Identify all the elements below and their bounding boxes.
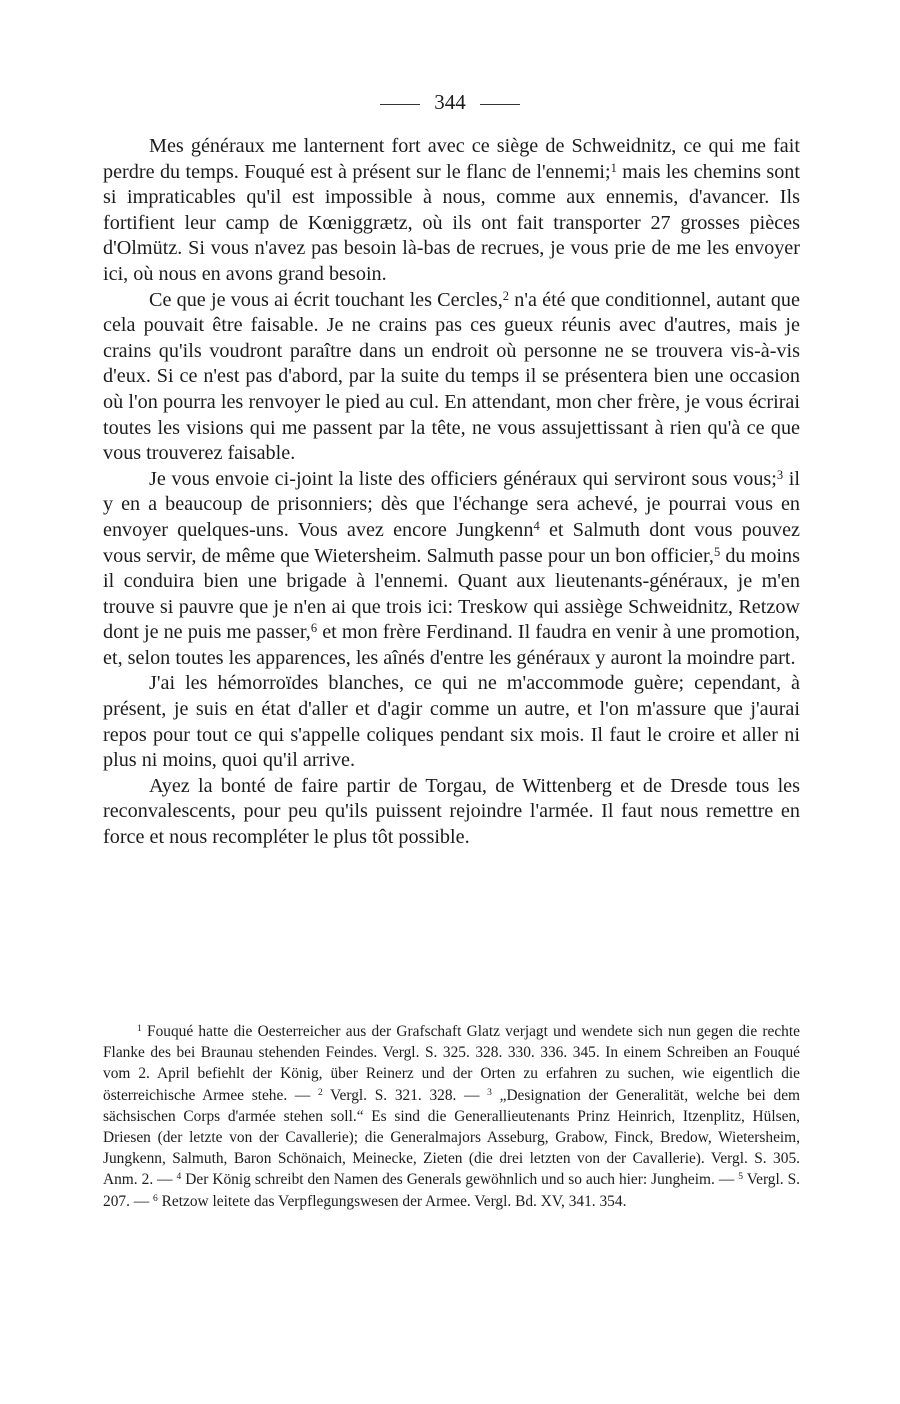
text-run: Mes généraux me lanternent fort avec ce siège de Schweidnitz, ce qui me fait perdre du temps. Fouqué est à présent sur le flanc de l'ennemi; bbox=[103, 135, 800, 183]
footnote-marker: 3 bbox=[487, 1086, 492, 1098]
footnote-marker: 3 bbox=[776, 467, 784, 482]
paragraph bbox=[103, 467, 800, 672]
header-rule-right bbox=[480, 104, 520, 105]
footnote-marker: 5 bbox=[738, 1171, 743, 1183]
footnote-marker: 6 bbox=[153, 1192, 158, 1204]
text-run: Fouqué hatte die Oesterreicher aus der Grafschaft Glatz verjagt und wendete sich nun gegen die rechte Flanke des bei Braunau stehenden Feindes. Vergl. S. 325. 328. 330. 336. 345. In einem Schreiben an Fouqué vom 2. April befiehlt der König, über Reinerz und der Orten zu erfahren zu suchen, wie eigentlich die österreichische Armee stehe. — bbox=[103, 1023, 800, 1104]
text-run: n'a été que conditionnel, autant que cela pouvait être faisable. Je ne crains pas ces gueux réunis avec d'autres, mais je crains qu'ils voudront paraître dans un endroit où personne ne se trouvera vis-à-vis d'eux. Si ce n'est pas d'abord, par la suite du temps il se présentera bien une occasion où l'on pourra les renvoyer le pied au cul. En attendant, mon cher frère, je vous écrirai toutes les visions qui me passent par la tête, ne vous assujettissant à rien qu'à ce que vous trouverez faisable. bbox=[103, 288, 800, 465]
text-run: Retzow leitete das Verpflegungswesen der Armee. Vergl. Bd. XV, 341. 354. bbox=[157, 1192, 627, 1210]
header-rule-left bbox=[380, 104, 420, 105]
paragraph bbox=[103, 134, 800, 288]
text-run: Ayez la bonté de faire partir de Torgau, de Wittenberg et de Dresde tous les reconvalescents, pour peu qu'ils puissent rejoindre l'armée. Il faut nous remettre en force et nous recompléter le plus tôt possible. bbox=[103, 774, 800, 849]
footnote-marker: 6 bbox=[310, 621, 318, 636]
footnote-marker: 2 bbox=[317, 1086, 323, 1098]
text-run: „Designation der Generalität, welche bei dem sächsischen Corps d'armée stehen soll.“ Es sind die Generallieutenants Prinz Heinrich, Itzenplitz, Hülsen, Driesen (der letzte von der Cavallerie); die Generalmajors Asseburg, Grabow, Finck, Bredow, Wietersheim, Jungkenn, Salmuth, Baron Schönaich, Meinecke, Zieten (die drei letzten von der Cavallerie). Vergl. S. 305. Anm. 2. — bbox=[103, 1086, 801, 1189]
footnotes bbox=[103, 1021, 800, 1212]
text-run: et mon frère Ferdinand. Il faudra en venir à une promotion, et, selon toutes les apparences, les aînés d'entre les généraux y auront la moindre part. bbox=[103, 621, 800, 669]
text-run: du moins il conduira bien une brigade à l'ennemi. Quant aux lieutenants-généraux, je m'en trouve si pauvre que je n'en ai que trois ici: Treskow qui assiège Schweidnitz, Retzow dont je ne puis me passer, bbox=[103, 544, 800, 644]
text-run: Der König schreibt den Namen des Generals gewöhnlich und so auch hier: Jungheim. — bbox=[181, 1171, 739, 1189]
text-run: Ce que je vous ai écrit touchant les Cercles, bbox=[149, 288, 503, 311]
text-run: J'ai les hémorroïdes blanches, ce qui ne m'accommode guère; cependant, à présent, je suis en état d'aller et d'agir comme un autre, et l'on m'assure que j'aurai repos pour tout ce qui s'appelle coliques pendant six mois. Il faut le croire et aller ni plus ni moins, quoi qu'il arrive. bbox=[103, 672, 800, 772]
footnote-paragraph bbox=[103, 1021, 800, 1212]
paragraph bbox=[103, 288, 800, 467]
footnote-marker: 1 bbox=[137, 1023, 142, 1035]
footnote-marker: 1 bbox=[610, 160, 617, 175]
paragraph bbox=[103, 671, 800, 773]
text-run: Vergl. S. 207. — bbox=[103, 1171, 801, 1210]
text-run: il y en a beaucoup de prisonniers; dès que l'échange sera achevé, je pourrai vous en envoyer quelques-uns. Vous avez encore Jungkenn bbox=[103, 467, 801, 541]
text-run: et Salmuth dont vous pouvez vous servir, de même que Wietersheim. Salmuth passe pour un bon officier, bbox=[103, 518, 800, 567]
page-number: 344 bbox=[434, 90, 466, 114]
footnote-marker: 2 bbox=[502, 288, 510, 303]
paragraph bbox=[103, 774, 800, 851]
text-run: mais les chemins sont si impraticables qu'il est impossible à nous, comme aux ennemis, d'avancer. Ils fortifient leur camp de Kœniggrætz, où ils ont fait transporter 27 grosses pièces d'Olmütz. Si vous n'avez pas besoin là-bas de recrues, je vous prie de me les envoyer ici, où nous en avons grand besoin. bbox=[103, 160, 800, 285]
text-run: Je vous envoie ci-joint la liste des officiers généraux qui serviront sous vous; bbox=[149, 467, 777, 490]
main-text bbox=[103, 134, 800, 851]
footnote-marker: 5 bbox=[713, 544, 721, 559]
page-header bbox=[0, 88, 900, 116]
text-run: Vergl. S. 321. 328. — bbox=[322, 1086, 488, 1104]
footnote-marker: 4 bbox=[533, 518, 540, 533]
footnote-marker: 4 bbox=[176, 1171, 182, 1183]
